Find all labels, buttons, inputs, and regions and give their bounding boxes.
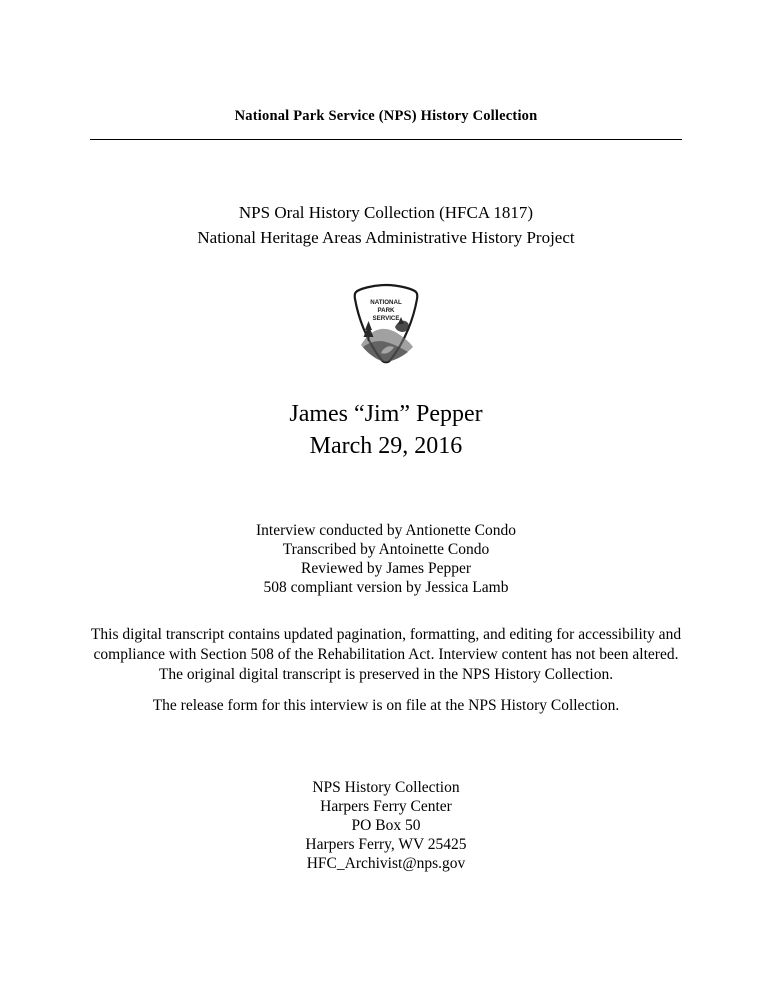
credit-transcriber: Transcribed by Antoinette Condo	[282, 541, 490, 558]
notice-line-1: This digital transcript contains updated pagination, formatting, and editing for accessibility and	[90, 626, 682, 643]
address-email: HFC_Archivist@nps.gov	[306, 855, 466, 872]
credit-508-version: 508 compliant version by Jessica Lamb	[263, 579, 509, 596]
address-organization: NPS History Collection	[312, 779, 460, 796]
credit-reviewer: Reviewed by James Pepper	[300, 560, 472, 577]
release-form-notice	[86, 696, 686, 716]
accessibility-notice	[86, 625, 686, 685]
interview-subject: James “Jim” Pepper	[289, 401, 483, 427]
release-line-1: The release form for this interview is on file at the NPS History Collection.	[152, 697, 620, 714]
page-header-title: National Park Service (NPS) History Collection	[234, 108, 538, 124]
contact-address	[0, 778, 772, 873]
svg-text:NATIONAL: NATIONAL	[370, 299, 402, 306]
interview-title	[0, 398, 772, 462]
credits	[0, 521, 772, 597]
nps-arrowhead-icon	[351, 299, 421, 369]
interview-date: March 29, 2016	[309, 433, 463, 459]
collection-info	[0, 200, 772, 250]
credit-interviewer: Interview conducted by Antionette Condo	[256, 522, 516, 539]
address-po-box: PO Box 50	[351, 817, 421, 834]
address-center: Harpers Ferry Center	[320, 798, 452, 815]
notice-line-3: The original digital transcript is preserved in the NPS History Collection.	[158, 666, 614, 683]
logo-container	[0, 283, 772, 370]
svg-text:SERVICE: SERVICE	[372, 315, 400, 322]
header-divider	[90, 139, 682, 140]
svg-text:PARK: PARK	[377, 307, 395, 314]
notice-line-2: compliance with Section 508 of the Rehabilitation Act. Interview content has not been altered.	[93, 646, 679, 663]
collection-line-1: NPS Oral History Collection (HFCA 1817)	[238, 203, 534, 222]
collection-line-2: National Heritage Areas Administrative History Project	[197, 228, 575, 247]
address-city-state-zip: Harpers Ferry, WV 25425	[305, 836, 467, 853]
